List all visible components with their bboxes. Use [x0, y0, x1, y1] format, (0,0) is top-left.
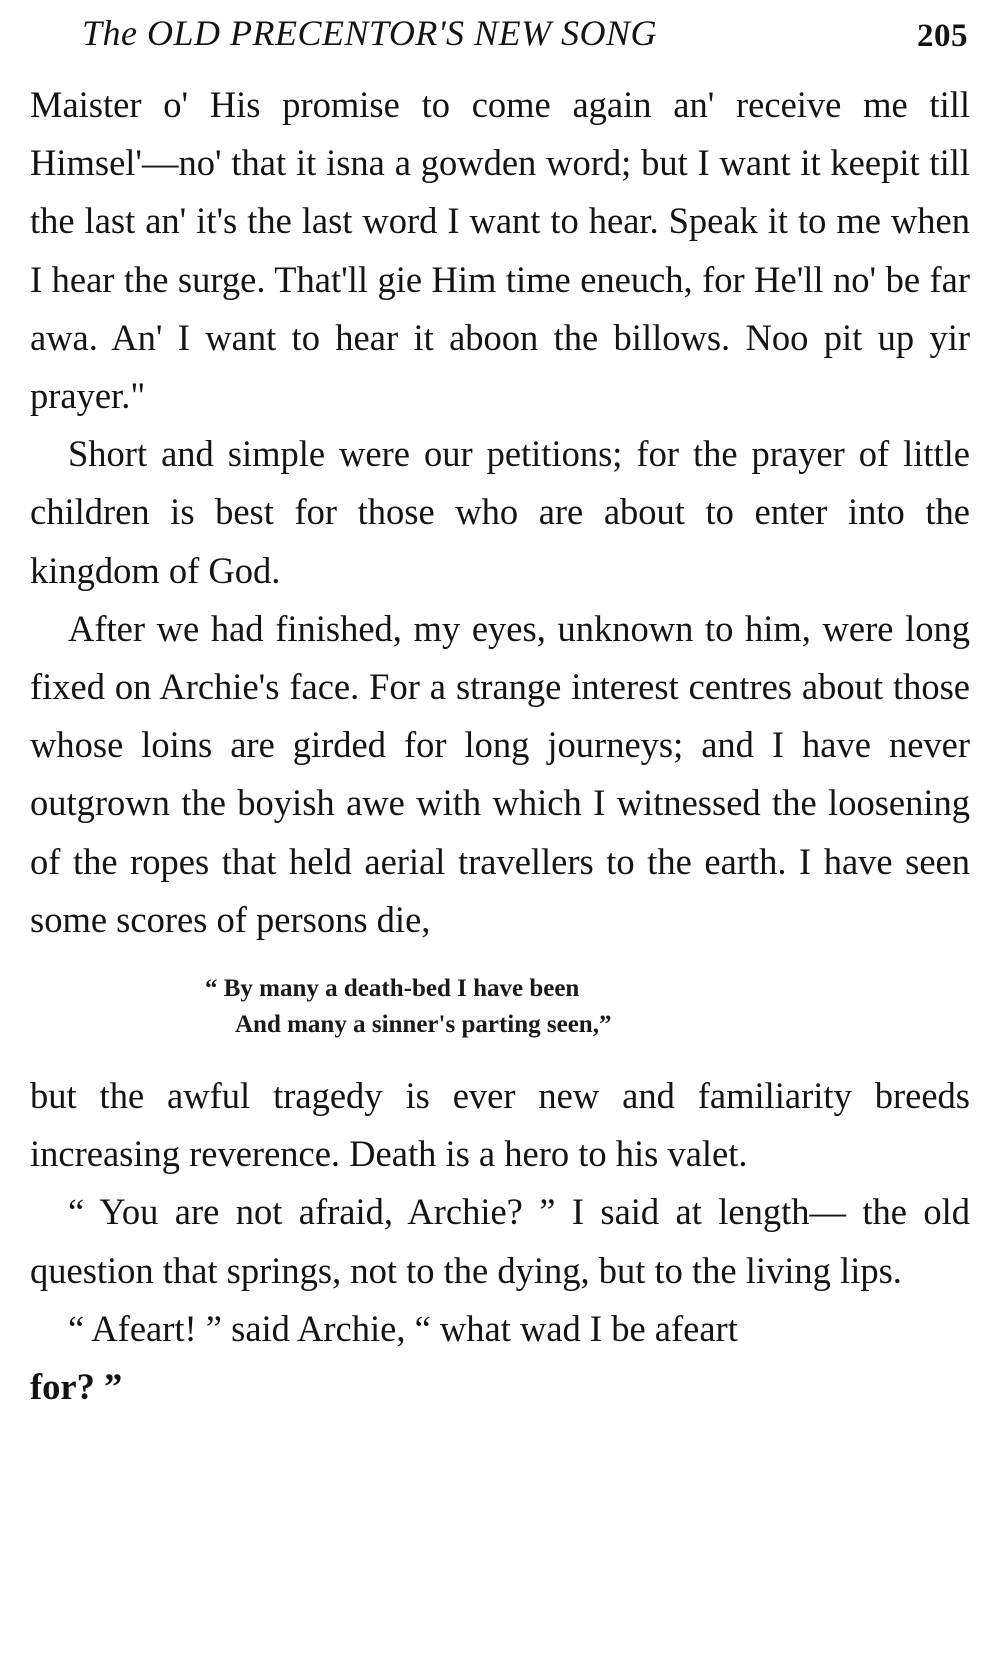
book-page: [30, 0, 970, 1416]
paragraph-6-end: for? ”: [30, 1366, 123, 1408]
paragraph-5: “ You are not afraid, Archie? ” I said at length— the old question that springs, not to the dying, but to the living lips.: [30, 1191, 970, 1291]
verse-line-2: And many a sinner's parting seen,”: [235, 1011, 612, 1039]
running-head: [30, 0, 970, 76]
paragraph-2: Short and simple were our petitions; for the prayer of little children is best for those who are about to enter into the kingdom of God.: [30, 433, 970, 591]
running-title: The OLD PRECENTOR'S NEW SONG: [82, 13, 658, 53]
verse-line-1: “ By many a death-bed I have been: [205, 975, 580, 1003]
paragraph-3: After we had finished, my eyes, unknown to him, were long fixed on Archie's face. For a strange interest centres about those whose loins are girded for long journeys; and I have never outgrown the boyish awe with which I witnessed the loosening of the ropes that held aerial travellers to the earth. I have seen some scores of persons die,: [30, 607, 970, 940]
verse-quote: [30, 971, 970, 1043]
paragraph-4: but the awful tragedy is ever new and familiarity breeds increasing reverence. Death is a hero to his valet.: [30, 1075, 970, 1175]
paragraph-1: Maister o' His promise to come again an' receive me till Himsel'—no' that it isna a gowden word; but I want it keepit till the last an' it's the last word I want to hear. Speak it to me when I hear the surge. That'll gie Him time eneuch, for He'll no' be far awa. An' I want to hear it aboon the billows. Noo pit up yir prayer.": [30, 84, 970, 417]
paragraph-6: [30, 1300, 970, 1416]
page-number: 205: [917, 18, 968, 54]
paragraph-6-text: “ Afeart! ” said Archie, “ what wad I be afeart: [68, 1307, 738, 1349]
